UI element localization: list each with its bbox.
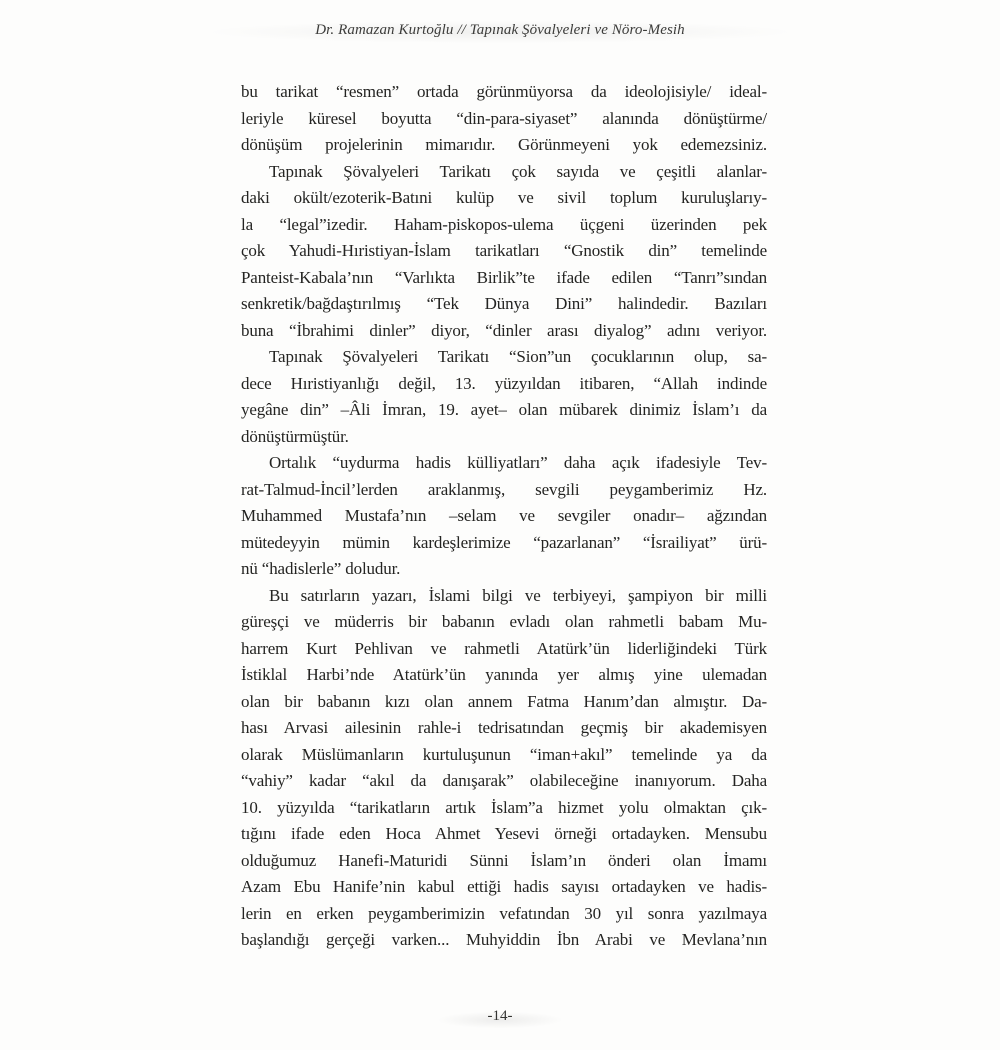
paragraph	[241, 450, 767, 583]
text-line: olarak Müslümanların kurtuluşunun “iman+akıl” temelinde ya da	[241, 744, 767, 764]
text-line: tığını ifade eden Hoca Ahmet Yesevi örneği ortadayken. Mensubu	[241, 824, 767, 843]
text-line: dönüşüm projelerinin mimarıdır. Görünmeyeni yok edemezsiniz.	[241, 135, 767, 154]
paragraph	[241, 159, 767, 345]
running-header: Dr. Ramazan Kurtoğlu // Tapınak Şövalyeleri ve Nöro-Mesih	[315, 22, 685, 38]
text-line: senkretik/bağdaştırılmış “Tek Dünya Dini” halindedir. Bazıları	[241, 294, 767, 313]
text-line: 10. yüzyılda “tarikatların artık İslam”a hizmet yolu olmaktan çık-	[241, 797, 767, 817]
text-line: rat-Talmud-İncil’lerden araklanmış, sevgili peygamberimiz Hz.	[241, 479, 767, 499]
text-line: dece Hıristiyanlığı değil, 13. yüzyıldan itibaren, “Allah indinde	[241, 373, 767, 393]
text-line: başlandığı gerçeği varken... Muhyiddin İbn Arabi ve Mevlana’nın	[241, 930, 767, 949]
paragraph	[241, 583, 767, 954]
text-line: daki okült/ezoterik-Batıni kulüp ve sivil toplum kuruluşlarıy-	[241, 188, 767, 207]
text-line: dönüştürmüştür.	[241, 426, 349, 446]
body-text	[241, 79, 767, 954]
text-line: mütedeyyin mümin kardeşlerimize “pazarlanan” “İsrailiyat” ürü-	[241, 532, 767, 552]
text-line: Tapınak Şövalyeleri Tarikatı çok sayıda ve çeşitli alanlar-	[269, 161, 767, 181]
text-line: çok Yahudi-Hıristiyan-İslam tarikatları “Gnostik din” temelinde	[241, 241, 767, 260]
text-line: nü “hadislerle” doludur.	[241, 559, 401, 578]
text-line: leriyle küresel boyutta “din-para-siyaset” alanında dönüştürme/	[241, 108, 767, 128]
text-line: “vahiy” kadar “akıl da danışarak” olabileceğine inanıyorum. Daha	[241, 771, 767, 790]
text-line: Tapınak Şövalyeleri Tarikatı “Sion”un çocuklarının olup, sa-	[269, 347, 767, 366]
paragraph	[241, 79, 767, 159]
text-line: Ortalık “uydurma hadis külliyatları” daha açık ifadesiyle Tev-	[269, 453, 767, 472]
text-line: güreşçi ve müderris bir babanın evladı olan rahmetli babam Mu-	[241, 612, 767, 631]
text-line: olan bir babanın kızı olan annem Fatma Hanım’dan almıştır. Da-	[241, 691, 767, 711]
text-line: bu tarikat “resmen” ortada görünmüyorsa da ideolojisiyle/ ideal-	[241, 82, 767, 101]
text-line: İstiklal Harbi’nde Atatürk’ün yanında yer almış yine ulemadan	[241, 665, 767, 684]
text-line: yegâne din” –Âli İmran, 19. ayet– olan mübarek dinimiz İslam’ı da	[241, 400, 767, 419]
text-line: Panteist-Kabala’nın “Varlıkta Birlik”te ifade edilen “Tanrı”sından	[241, 267, 767, 287]
paragraph	[241, 344, 767, 450]
text-line: buna “İbrahimi dinler” diyor, “dinler arası diyalog” adını veriyor.	[241, 320, 767, 340]
text-line: harrem Kurt Pehlivan ve rahmetli Atatürk’ün liderliğindeki Türk	[241, 638, 767, 658]
text-line: lerin en erken peygamberimizin vefatından 30 yıl sonra yazılmaya	[241, 903, 767, 923]
text-line: hası Arvasi ailesinin rahle-i tedrisatından geçmiş bir akademisyen	[241, 718, 767, 737]
text-line: olduğumuz Hanefi-Maturidi Sünni İslam’ın önderi olan İmamı	[241, 850, 767, 870]
text-line: Muhammed Mustafa’nın –selam ve sevgiler onadır– ağzından	[241, 506, 767, 525]
text-line: Bu satırların yazarı, İslami bilgi ve terbiyeyi, şampiyon bir milli	[269, 585, 767, 605]
page-number: -14-	[487, 1008, 513, 1024]
text-line: la “legal”izedir. Haham-piskopos-ulema üçgeni üzerinden pek	[241, 214, 767, 234]
text-line: Azam Ebu Hanife’nin kabul ettiği hadis sayısı ortadayken ve hadis-	[241, 877, 767, 896]
